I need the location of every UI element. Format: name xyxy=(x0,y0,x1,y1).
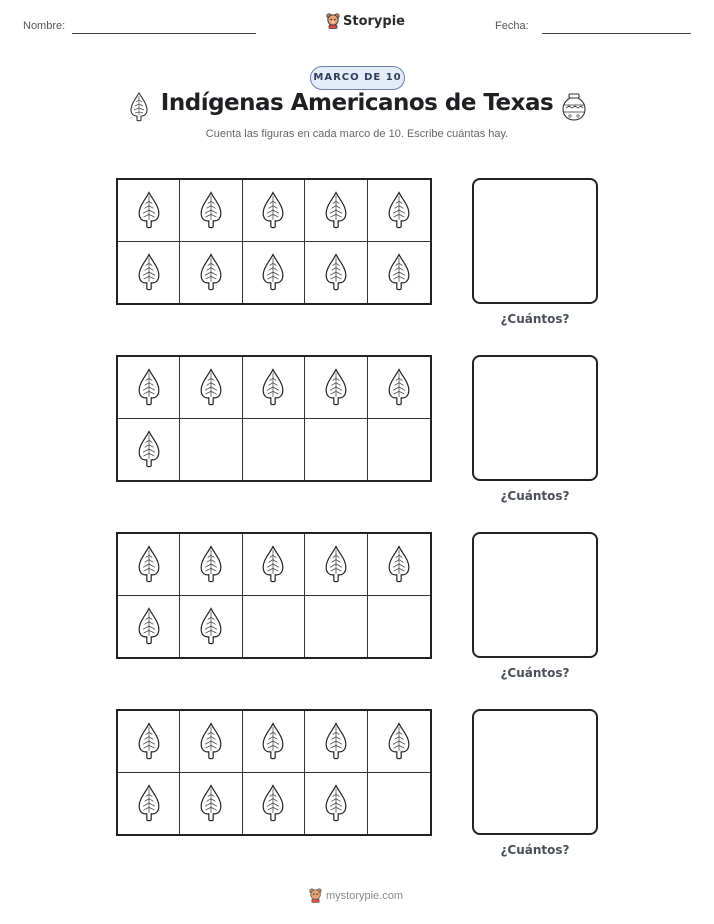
answer-box-3[interactable] xyxy=(472,532,598,658)
ten-frame-cell xyxy=(243,711,305,773)
ten-frame-cell xyxy=(305,773,367,835)
answer-box-1[interactable] xyxy=(472,178,598,304)
ten-frame-cell xyxy=(305,534,367,596)
date-input-line[interactable] xyxy=(542,33,691,34)
arrowhead-icon xyxy=(387,544,411,584)
name-input-line[interactable] xyxy=(72,33,256,34)
ten-frame-cell xyxy=(180,596,242,658)
ten-frame-cell xyxy=(118,773,180,835)
answer-label-2: ¿Cuántos? xyxy=(500,489,570,503)
arrowhead-icon xyxy=(324,721,348,761)
arrowhead-icon xyxy=(199,606,223,646)
ten-frame-4 xyxy=(116,709,432,836)
answer-box-4[interactable] xyxy=(472,709,598,835)
ten-frame-cell xyxy=(368,419,430,481)
ten-frame-cell xyxy=(368,596,430,658)
arrowhead-icon xyxy=(199,190,223,230)
name-label: Nombre: xyxy=(23,20,66,32)
answer-label-1: ¿Cuántos? xyxy=(500,312,570,326)
date-label: Fecha: xyxy=(495,20,529,32)
arrowhead-icon xyxy=(387,252,411,292)
ten-frame-cell xyxy=(368,773,430,835)
ten-frame-cell xyxy=(368,242,430,304)
instructions: Cuenta las figuras en cada marco de 10. Escribe cuántas hay. xyxy=(205,128,509,140)
ten-frame-cell xyxy=(243,242,305,304)
storypie-bear-logo xyxy=(326,13,340,29)
arrowhead-icon xyxy=(137,606,161,646)
arrowhead-icon xyxy=(324,783,348,823)
ten-frame-cell xyxy=(368,180,430,242)
ten-frame-cell xyxy=(368,534,430,596)
ten-frame-cell xyxy=(180,534,242,596)
arrowhead-icon xyxy=(261,783,285,823)
ten-frame-1 xyxy=(116,178,432,305)
arrowhead-icon xyxy=(324,544,348,584)
arrowhead-icon xyxy=(137,367,161,407)
ten-frame-cell xyxy=(118,242,180,304)
arrowhead-icon xyxy=(261,721,285,761)
ten-frame-3 xyxy=(116,532,432,659)
arrowhead-icon xyxy=(137,721,161,761)
brand-logo xyxy=(326,13,405,29)
arrowhead-icon xyxy=(199,721,223,761)
answer-label-4: ¿Cuántos? xyxy=(500,843,570,857)
arrowhead-icon xyxy=(199,544,223,584)
arrowhead-icon xyxy=(387,367,411,407)
ten-frame-cell xyxy=(368,357,430,419)
arrowhead-icon xyxy=(199,367,223,407)
ten-frame-cell xyxy=(305,711,367,773)
ten-frame-cell xyxy=(243,357,305,419)
arrowhead-icon xyxy=(324,190,348,230)
ten-frame-cell xyxy=(180,357,242,419)
storypie-bear-logo xyxy=(309,888,322,903)
ten-frame-cell xyxy=(180,242,242,304)
ten-frame-cell xyxy=(305,419,367,481)
answer-box-2[interactable] xyxy=(472,355,598,481)
ten-frame-2 xyxy=(116,355,432,482)
ten-frame-cell xyxy=(118,357,180,419)
ten-frame-cell xyxy=(243,596,305,658)
footer xyxy=(309,888,403,903)
ten-frame-cell xyxy=(118,419,180,481)
arrowhead-icon xyxy=(261,544,285,584)
arrowhead-icon xyxy=(324,367,348,407)
arrowhead-icon xyxy=(137,190,161,230)
arrowhead-icon xyxy=(261,190,285,230)
arrowhead-icon xyxy=(199,252,223,292)
ten-frame-cell xyxy=(243,773,305,835)
ten-frame-cell xyxy=(305,357,367,419)
answer-label-3: ¿Cuántos? xyxy=(500,666,570,680)
ten-frame-cell xyxy=(180,419,242,481)
arrowhead-icon xyxy=(387,190,411,230)
arrowhead-icon xyxy=(137,783,161,823)
ten-frame-cell xyxy=(243,180,305,242)
arrowhead-icon xyxy=(324,252,348,292)
ten-frame-cell xyxy=(180,773,242,835)
arrowhead-icon xyxy=(137,252,161,292)
arrowhead-icon xyxy=(137,429,161,469)
ten-frame-cell xyxy=(305,596,367,658)
ten-frame-cell xyxy=(180,711,242,773)
ten-frame-cell xyxy=(243,419,305,481)
arrowhead-icon xyxy=(261,252,285,292)
ten-frame-cell xyxy=(118,596,180,658)
ten-frame-cell xyxy=(368,711,430,773)
arrowhead-icon xyxy=(137,544,161,584)
ten-frame-cell xyxy=(305,180,367,242)
ten-frame-cell xyxy=(243,534,305,596)
arrowhead-icon xyxy=(261,367,285,407)
ten-frame-cell xyxy=(180,180,242,242)
ten-frame-cell xyxy=(305,242,367,304)
ten-frame-cell xyxy=(118,180,180,242)
worksheet-type-badge: MARCO DE 10 xyxy=(310,66,405,90)
ten-frame-cell xyxy=(118,711,180,773)
brand-name: Storypie xyxy=(343,13,405,29)
pottery-jar-icon xyxy=(561,92,587,126)
ten-frame-cell xyxy=(118,534,180,596)
arrowhead-icon xyxy=(199,783,223,823)
footer-url: mystorypie.com xyxy=(326,889,404,902)
arrowhead-icon xyxy=(387,721,411,761)
page-title: Indígenas Americanos de Texas xyxy=(160,90,554,116)
